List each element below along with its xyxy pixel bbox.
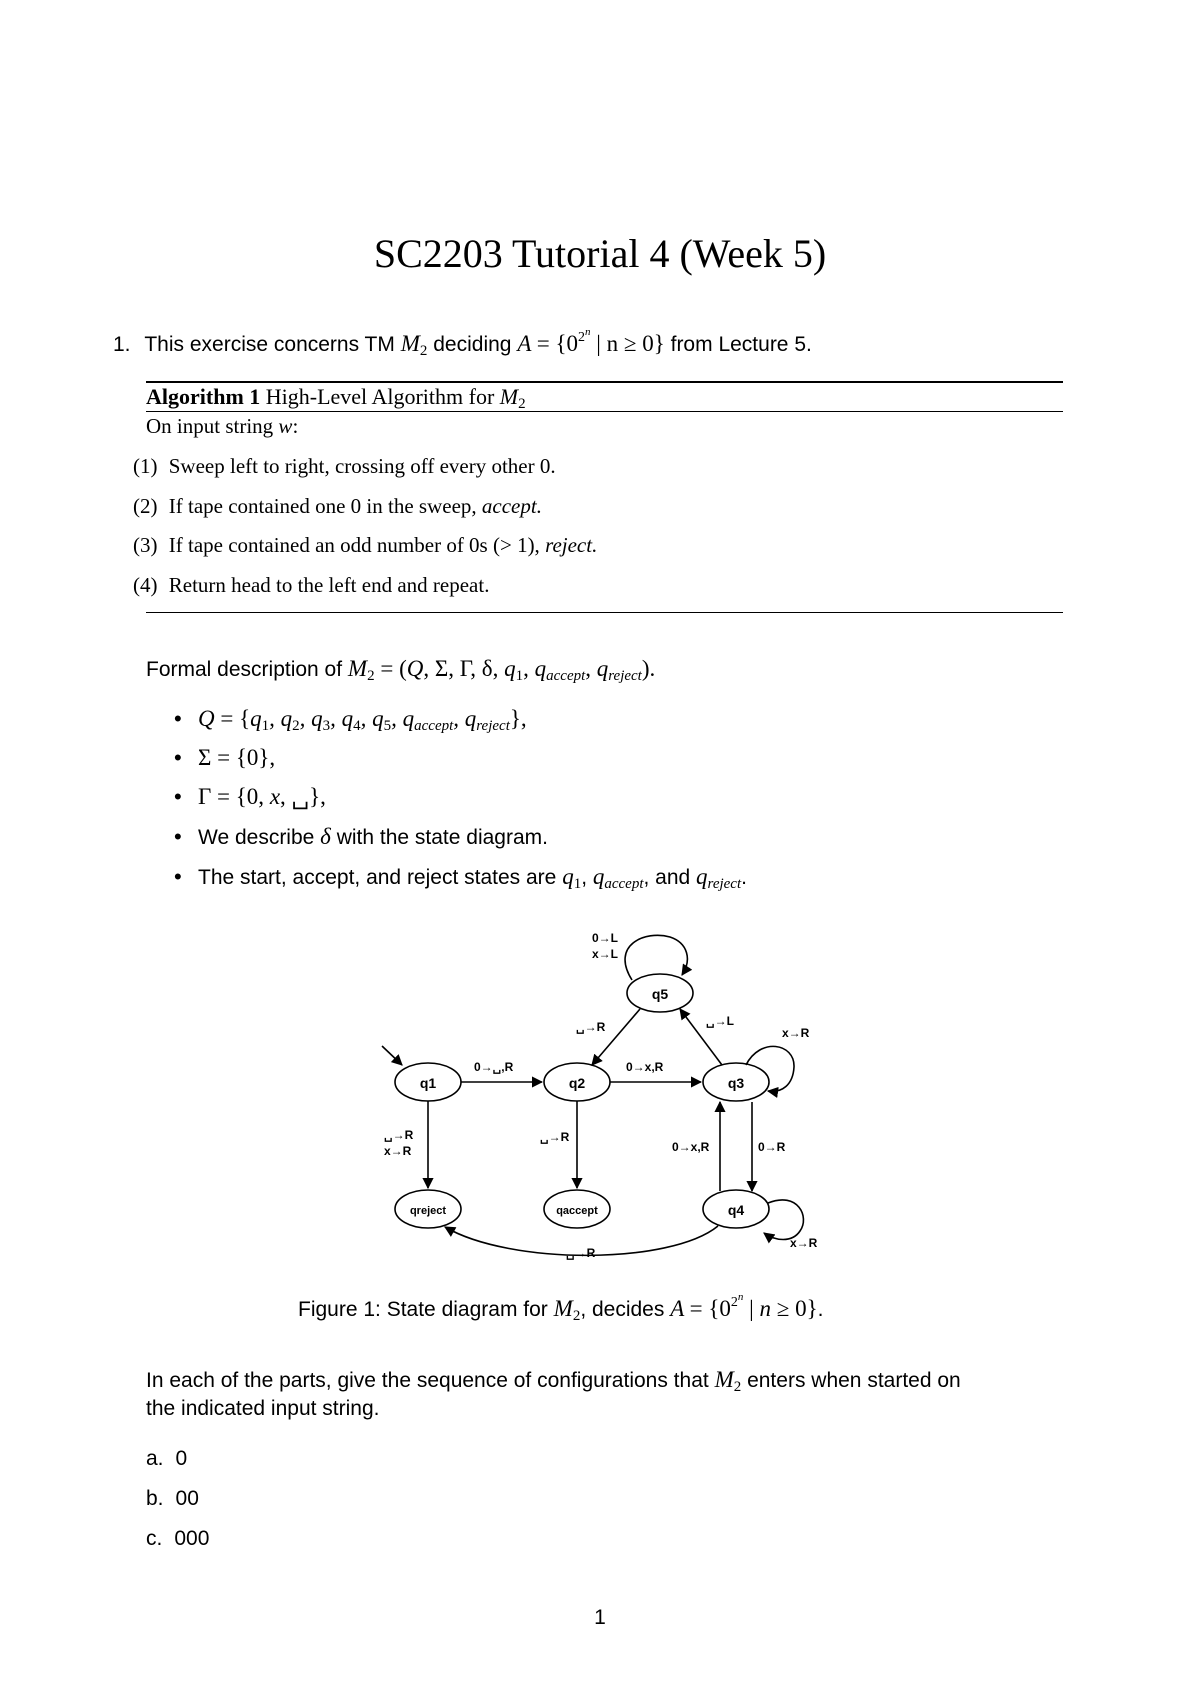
state-label-q1: q1 — [419, 1075, 437, 1091]
label-q2-q3: 0→x,R — [626, 1060, 664, 1074]
label-q2-acc: ␣→R — [540, 1130, 570, 1144]
question-intro-c: from Lecture 5. — [670, 333, 812, 356]
bullet-dot: • — [174, 864, 182, 889]
bullet-dot: • — [174, 824, 182, 849]
question-intro-b: deciding — [433, 333, 512, 356]
label-q1-q2: 0→␣,R — [474, 1060, 514, 1074]
page-number: 1 — [594, 1606, 606, 1629]
state-label-q3: q3 — [727, 1075, 745, 1091]
language-set: $A = \{0^{2n}$ | n ≥ 0} — [517, 326, 665, 356]
bullet-dot: • — [174, 745, 182, 770]
bullet-start-accept-reject: The start, accept, and reject states are $q_1$, qaccept, and qreject. — [198, 864, 747, 892]
loop-q5 — [625, 935, 687, 980]
label-q4-rej: ␣→R — [566, 1246, 596, 1260]
algorithm-step-4: (4) Return head to the left end and repeat. — [133, 573, 490, 597]
algorithm-top-rule — [146, 381, 1063, 383]
page-title: SC2203 Tutorial 4 (Week 5) — [373, 231, 827, 276]
label-q5-loop-b: x→L — [592, 947, 619, 961]
bullet-dot: • — [174, 706, 182, 731]
question-1 — [113, 326, 812, 360]
label-q5-q2: ␣→R — [576, 1020, 606, 1034]
label-q4-loop: x→R — [790, 1236, 818, 1250]
part-b: b. 00 — [146, 1487, 199, 1510]
algorithm-heading: Algorithm 1 High-Level Algorithm for $M_2$ — [146, 384, 526, 412]
algorithm-input-line: On input string w: — [146, 414, 299, 438]
question-number: 1. — [113, 333, 131, 356]
start-arrow — [382, 1046, 402, 1065]
state-label-q2: q2 — [568, 1075, 586, 1091]
formal-description: Formal description of $M_2 = (Q$, Σ, Γ, δ, $q_1$, qaccept, qreject). — [146, 656, 656, 684]
bullet-states: $Q = \{q_1$, $q_2$, $q_3$, $q_4$, $q_5$, qaccept, qreject}, — [198, 706, 527, 734]
bullet-sigma: Σ = {0}, — [198, 745, 276, 770]
state-label-qaccept: qaccept — [556, 1205, 598, 1217]
label-q4-q3: 0→x,R — [672, 1140, 710, 1154]
state-label-qreject: qreject — [409, 1205, 447, 1217]
state-label-q4: q4 — [727, 1202, 745, 1218]
label-q5-loop-a: 0→L — [592, 931, 619, 945]
label-q3-q4: 0→R — [758, 1140, 786, 1154]
algorithm-heading-rule — [146, 411, 1063, 412]
instructions-line-2: the indicated input string. — [146, 1397, 380, 1420]
algorithm-label: Algorithm 1 — [146, 384, 261, 409]
loop-q4 — [764, 1200, 803, 1240]
bullet-dot: • — [174, 784, 182, 809]
algorithm-step-2: (2) If tape contained one 0 in the sweep, accept. — [133, 494, 542, 518]
figure-caption: Figure 1: State diagram for $M_2$, decides $A = \{0^{2n}$ | n ≥ 0}. — [298, 1291, 824, 1324]
label-q3-loop: x→R — [782, 1026, 810, 1040]
algorithm-step-1: (1) Sweep left to right, crossing off every other 0. — [133, 454, 556, 478]
state-diagram — [370, 925, 840, 1270]
part-a: a. 0 — [146, 1447, 188, 1470]
machine-name: $M_2$ — [400, 331, 428, 359]
algorithm-bottom-rule — [146, 612, 1063, 613]
algorithm-step-3: (3) If tape contained an odd number of 0s (> 1), reject. — [133, 533, 598, 557]
part-c: c. 000 — [146, 1527, 210, 1550]
label-q3-q5: ␣→L — [706, 1014, 734, 1028]
loop-q3 — [746, 1046, 794, 1091]
bullet-delta: We describe δ with the state diagram. — [198, 824, 548, 849]
bullet-gamma: Γ = {0, x, ␣}, — [198, 784, 326, 809]
instructions-line-1: In each of the parts, give the sequence of configurations that $M_2$ enters when started on — [146, 1367, 961, 1395]
label-q1-rej-b: x→R — [384, 1144, 412, 1158]
state-label-q5: q5 — [651, 986, 669, 1002]
question-intro-a: This exercise concerns TM — [144, 333, 395, 356]
edge-q5-q2 — [592, 1009, 640, 1065]
label-q1-rej-a: ␣→R — [384, 1128, 414, 1142]
